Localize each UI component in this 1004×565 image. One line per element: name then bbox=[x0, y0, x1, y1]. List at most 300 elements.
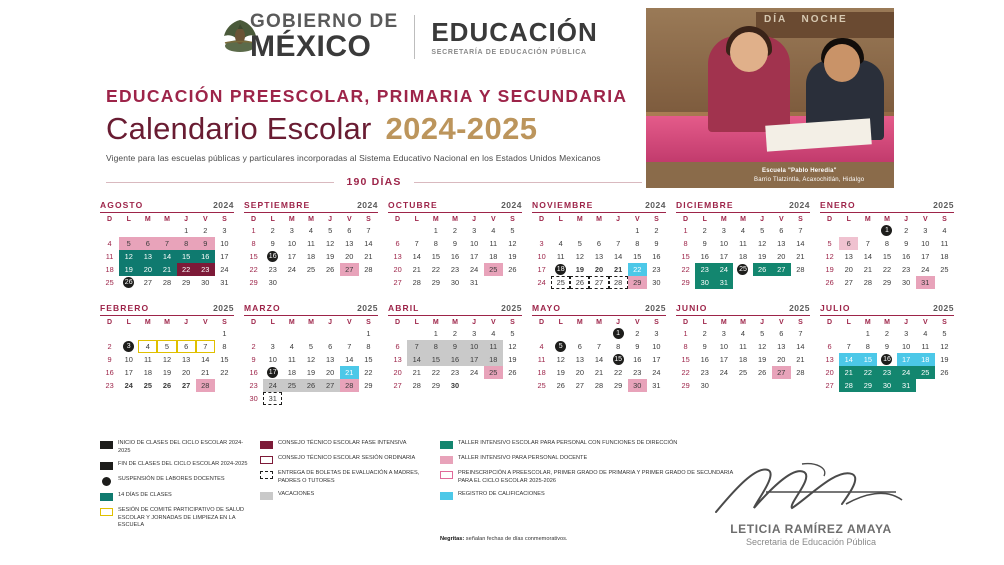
day-cell[interactable]: 28 bbox=[609, 276, 628, 289]
day-cell[interactable]: 11 bbox=[489, 239, 498, 248]
day-cell[interactable]: 24 bbox=[921, 265, 930, 274]
day-cell[interactable]: 7 bbox=[846, 342, 851, 351]
day-cell[interactable]: 18 bbox=[738, 252, 748, 261]
day-cell[interactable]: 31 bbox=[470, 278, 479, 287]
day-cell[interactable]: 13 bbox=[777, 239, 786, 248]
day-cell[interactable]: 13 bbox=[326, 355, 335, 364]
day-cell[interactable]: 22 bbox=[364, 368, 373, 377]
day-cell[interactable]: 8 bbox=[865, 342, 870, 351]
day-cell[interactable]: 8 bbox=[616, 342, 621, 351]
day-cell[interactable]: 5 bbox=[157, 340, 176, 353]
day-cell[interactable]: 25 bbox=[282, 379, 301, 392]
day-cell[interactable]: 26 bbox=[326, 265, 335, 274]
day-cell[interactable]: 27 bbox=[321, 379, 340, 392]
day-cell[interactable]: 21 bbox=[594, 368, 604, 377]
day-cell[interactable]: 3 bbox=[472, 226, 477, 235]
day-cell[interactable]: 2 bbox=[270, 226, 275, 235]
day-cell[interactable]: 21 bbox=[796, 252, 805, 261]
day-cell[interactable]: 30 bbox=[450, 381, 460, 390]
day-cell[interactable]: 26 bbox=[940, 368, 949, 377]
day-cell[interactable]: 1 bbox=[366, 329, 371, 338]
day-cell[interactable]: 9 bbox=[196, 237, 215, 250]
day-cell[interactable]: 7 bbox=[798, 329, 803, 338]
day-cell[interactable]: 25 bbox=[143, 381, 152, 390]
day-cell[interactable]: 15 bbox=[633, 252, 642, 261]
day-cell[interactable]: 28 bbox=[412, 381, 421, 390]
day-cell[interactable]: 18 bbox=[484, 353, 503, 366]
day-cell[interactable]: 15 bbox=[681, 355, 690, 364]
day-cell[interactable]: 22 bbox=[177, 263, 196, 276]
day-cell[interactable]: 8 bbox=[251, 239, 256, 248]
day-cell[interactable]: 13 bbox=[345, 239, 354, 248]
day-cell[interactable]: 23 bbox=[268, 265, 277, 274]
day-cell[interactable]: 10 bbox=[268, 355, 277, 364]
day-cell[interactable]: 8 bbox=[683, 342, 688, 351]
day-cell[interactable]: 15 bbox=[858, 353, 877, 366]
day-cell[interactable]: 2 bbox=[904, 226, 909, 235]
day-cell[interactable]: 1 bbox=[865, 329, 870, 338]
day-cell[interactable]: 3 bbox=[721, 226, 726, 235]
day-cell[interactable]: 14 bbox=[796, 342, 805, 351]
day-cell[interactable]: 17 bbox=[220, 252, 229, 261]
day-cell[interactable]: 7 bbox=[596, 342, 602, 351]
day-cell[interactable]: 27 bbox=[772, 263, 791, 276]
day-cell[interactable]: 30 bbox=[652, 278, 661, 287]
day-cell[interactable]: 27 bbox=[143, 278, 152, 287]
day-cell[interactable]: 24 bbox=[897, 366, 916, 379]
day-cell[interactable]: 19 bbox=[119, 263, 138, 276]
day-cell[interactable]: 20 bbox=[844, 265, 853, 274]
day-cell[interactable]: 23 bbox=[700, 368, 709, 377]
day-cell[interactable]: 19 bbox=[758, 252, 767, 261]
day-cell[interactable]: 11 bbox=[484, 340, 503, 353]
day-cell[interactable]: 23 bbox=[633, 368, 642, 377]
day-cell[interactable]: 17 bbox=[287, 252, 296, 261]
day-cell[interactable]: 13 bbox=[844, 252, 853, 261]
day-cell[interactable]: 25 bbox=[916, 366, 935, 379]
day-cell[interactable]: 18 bbox=[105, 265, 114, 274]
day-cell[interactable]: 7 bbox=[366, 226, 371, 235]
day-cell[interactable]: 26 bbox=[556, 381, 565, 390]
day-cell[interactable]: 26 bbox=[508, 368, 517, 377]
day-cell[interactable]: 17 bbox=[719, 252, 728, 261]
day-cell[interactable]: 31 bbox=[652, 381, 661, 390]
day-cell[interactable]: 17 bbox=[465, 353, 484, 366]
day-cell[interactable]: 21 bbox=[412, 265, 421, 274]
day-cell[interactable]: 31 bbox=[263, 392, 282, 405]
day-cell[interactable]: 10 bbox=[652, 342, 661, 351]
day-cell[interactable]: 21 bbox=[614, 265, 623, 274]
day-cell[interactable]: 23 bbox=[249, 381, 258, 390]
day-cell[interactable]: 21 bbox=[839, 366, 858, 379]
day-cell[interactable]: 19 bbox=[306, 368, 316, 377]
day-cell[interactable]: 3 bbox=[289, 226, 294, 235]
day-cell[interactable]: 4 bbox=[491, 226, 496, 235]
day-cell[interactable]: 9 bbox=[452, 239, 458, 248]
day-cell[interactable]: 29 bbox=[431, 381, 440, 390]
day-cell[interactable]: 25 bbox=[940, 265, 949, 274]
day-cell[interactable]: 28 bbox=[162, 278, 172, 287]
day-cell[interactable]: 7 bbox=[157, 237, 176, 250]
day-cell[interactable]: 24 bbox=[287, 265, 296, 274]
day-cell[interactable]: 3 bbox=[923, 226, 928, 235]
day-cell[interactable]: 26 bbox=[570, 276, 589, 289]
day-cell[interactable]: 11 bbox=[307, 239, 315, 248]
day-cell[interactable]: 8 bbox=[366, 342, 371, 351]
day-cell[interactable]: 11 bbox=[144, 355, 152, 364]
day-cell[interactable]: 19 bbox=[940, 355, 949, 364]
day-cell[interactable]: 27 bbox=[393, 381, 402, 390]
day-cell[interactable]: 4 bbox=[289, 342, 294, 351]
day-cell[interactable]: 3 bbox=[904, 329, 909, 338]
day-cell[interactable]: 29 bbox=[628, 276, 647, 289]
day-cell[interactable]: 9 bbox=[702, 239, 707, 248]
day-cell[interactable]: 26 bbox=[508, 265, 517, 274]
day-cell[interactable]: 20 bbox=[825, 368, 834, 377]
day-cell[interactable]: 14 bbox=[594, 355, 604, 364]
day-cell[interactable]: 20 bbox=[777, 355, 786, 364]
day-cell[interactable]: 2 bbox=[635, 329, 640, 338]
day-cell[interactable]: 4 bbox=[107, 239, 112, 248]
day-cell[interactable]: 30 bbox=[201, 278, 210, 287]
day-cell[interactable]: 12 bbox=[825, 252, 834, 261]
day-cell[interactable]: 11 bbox=[921, 342, 930, 351]
day-cell[interactable]: 17 bbox=[537, 265, 546, 274]
day-cell[interactable]: 13 bbox=[575, 355, 584, 364]
day-cell[interactable]: 11 bbox=[556, 252, 565, 261]
day-cell[interactable]: 1 bbox=[222, 329, 227, 338]
day-cell[interactable]: 27 bbox=[589, 276, 608, 289]
day-cell[interactable]: 24 bbox=[652, 368, 661, 377]
day-cell[interactable]: 24 bbox=[537, 278, 546, 287]
day-cell[interactable]: 13 bbox=[138, 250, 157, 263]
day-cell[interactable]: 12 bbox=[575, 252, 584, 261]
day-cell[interactable]: 18 bbox=[738, 355, 748, 364]
day-cell[interactable]: 9 bbox=[904, 239, 909, 248]
day-cell[interactable]: 8 bbox=[433, 239, 438, 248]
day-cell[interactable]: 24 bbox=[124, 381, 133, 390]
day-cell[interactable]: 22 bbox=[628, 263, 647, 276]
day-cell[interactable]: 6 bbox=[577, 342, 582, 351]
day-cell[interactable]: 28 bbox=[594, 381, 604, 390]
day-cell[interactable]: 8 bbox=[426, 340, 445, 353]
day-cell[interactable]: 11 bbox=[739, 239, 747, 248]
day-cell[interactable]: 28 bbox=[839, 379, 858, 392]
day-cell[interactable]: 24 bbox=[220, 265, 229, 274]
day-cell[interactable]: 17 bbox=[921, 252, 930, 261]
day-cell[interactable]: 25 bbox=[537, 381, 546, 390]
day-cell[interactable]: 10 bbox=[287, 239, 296, 248]
day-cell[interactable]: 18 bbox=[940, 252, 949, 261]
day-cell[interactable]: 30 bbox=[700, 381, 709, 390]
day-cell[interactable]: 4 bbox=[138, 340, 157, 353]
day-cell[interactable]: 12 bbox=[508, 342, 517, 351]
day-cell[interactable]: 10 bbox=[921, 239, 930, 248]
day-cell[interactable]: 30 bbox=[249, 394, 258, 403]
day-cell[interactable]: 17 bbox=[652, 355, 661, 364]
day-cell[interactable]: 17 bbox=[719, 355, 728, 364]
day-cell[interactable]: 31 bbox=[220, 278, 229, 287]
day-cell[interactable]: 14 bbox=[839, 353, 858, 366]
day-cell[interactable]: 24 bbox=[714, 263, 733, 276]
day-cell[interactable]: 6 bbox=[347, 226, 352, 235]
day-cell[interactable]: 4 bbox=[539, 342, 544, 351]
day-cell[interactable]: 30 bbox=[268, 278, 277, 287]
day-cell[interactable]: 3 bbox=[270, 342, 275, 351]
day-cell[interactable]: 23 bbox=[450, 368, 460, 377]
day-cell[interactable]: 3 bbox=[721, 329, 726, 338]
day-cell[interactable]: 22 bbox=[882, 265, 892, 274]
day-cell[interactable]: 16 bbox=[105, 368, 114, 377]
day-cell[interactable]: 9 bbox=[702, 342, 707, 351]
day-cell[interactable]: 31 bbox=[916, 276, 935, 289]
day-cell[interactable]: 26 bbox=[758, 368, 767, 377]
day-cell[interactable]: 27 bbox=[772, 366, 791, 379]
day-cell[interactable]: 9 bbox=[884, 342, 890, 351]
day-cell[interactable]: 7 bbox=[407, 340, 426, 353]
day-cell[interactable]: 4 bbox=[558, 239, 563, 248]
day-cell[interactable]: 29 bbox=[364, 381, 373, 390]
day-cell[interactable] bbox=[119, 276, 138, 289]
day-cell[interactable]: 1 bbox=[433, 329, 438, 338]
day-cell[interactable]: 16 bbox=[652, 252, 661, 261]
day-cell[interactable]: 6 bbox=[177, 340, 196, 353]
day-cell[interactable]: 29 bbox=[858, 379, 877, 392]
day-cell[interactable]: 7 bbox=[196, 340, 215, 353]
day-cell[interactable]: 30 bbox=[695, 276, 714, 289]
day-cell[interactable]: 23 bbox=[196, 263, 215, 276]
day-cell[interactable]: 4 bbox=[740, 329, 746, 338]
day-cell[interactable]: 27 bbox=[182, 381, 191, 390]
day-cell[interactable] bbox=[119, 340, 138, 353]
day-cell[interactable]: 5 bbox=[942, 329, 947, 338]
day-cell[interactable]: 25 bbox=[306, 265, 316, 274]
day-cell[interactable]: 15 bbox=[220, 355, 229, 364]
day-cell[interactable]: 18 bbox=[489, 252, 498, 261]
day-cell[interactable]: 15 bbox=[431, 252, 440, 261]
day-cell[interactable]: 15 bbox=[426, 353, 445, 366]
day-cell[interactable]: 23 bbox=[877, 366, 896, 379]
day-cell[interactable]: 6 bbox=[596, 239, 602, 248]
day-cell[interactable]: 1 bbox=[251, 226, 256, 235]
day-cell[interactable]: 22 bbox=[681, 265, 690, 274]
day-cell[interactable]: 26 bbox=[753, 263, 772, 276]
day-cell[interactable]: 29 bbox=[681, 278, 690, 287]
day-cell[interactable]: 20 bbox=[777, 252, 786, 261]
day-cell[interactable]: 28 bbox=[412, 278, 421, 287]
day-cell[interactable]: 20 bbox=[393, 368, 402, 377]
day-cell[interactable]: 12 bbox=[326, 239, 335, 248]
day-cell[interactable]: 18 bbox=[306, 252, 316, 261]
day-cell[interactable]: 9 bbox=[654, 239, 659, 248]
day-cell[interactable] bbox=[263, 366, 282, 379]
day-cell[interactable]: 30 bbox=[450, 278, 460, 287]
day-cell[interactable]: 25 bbox=[484, 263, 503, 276]
day-cell[interactable]: 28 bbox=[796, 368, 805, 377]
day-cell[interactable]: 9 bbox=[107, 355, 112, 364]
day-cell[interactable]: 15 bbox=[681, 252, 690, 261]
day-cell[interactable]: 14 bbox=[157, 250, 176, 263]
day-cell[interactable]: 16 bbox=[700, 355, 709, 364]
day-cell[interactable]: 11 bbox=[739, 342, 747, 351]
day-cell[interactable]: 24 bbox=[263, 379, 282, 392]
day-cell[interactable]: 9 bbox=[270, 239, 275, 248]
day-cell[interactable]: 6 bbox=[779, 226, 784, 235]
day-cell[interactable]: 20 bbox=[138, 263, 157, 276]
day-cell[interactable]: 7 bbox=[865, 239, 870, 248]
day-cell[interactable]: 11 bbox=[537, 355, 546, 364]
day-cell[interactable]: 16 bbox=[445, 353, 464, 366]
day-cell[interactable]: 30 bbox=[877, 379, 896, 392]
day-cell[interactable]: 10 bbox=[719, 342, 728, 351]
day-cell[interactable]: 8 bbox=[884, 239, 890, 248]
day-cell[interactable]: 22 bbox=[220, 368, 229, 377]
day-cell[interactable]: 6 bbox=[328, 342, 333, 351]
day-cell[interactable]: 19 bbox=[326, 252, 335, 261]
day-cell[interactable]: 14 bbox=[412, 252, 421, 261]
day-cell[interactable]: 6 bbox=[395, 342, 400, 351]
day-cell[interactable]: 1 bbox=[683, 226, 688, 235]
day-cell[interactable]: 14 bbox=[345, 355, 354, 364]
day-cell[interactable]: 12 bbox=[758, 342, 767, 351]
day-cell[interactable]: 6 bbox=[839, 237, 858, 250]
day-cell[interactable]: 31 bbox=[714, 276, 733, 289]
day-cell[interactable]: 29 bbox=[614, 381, 623, 390]
day-cell[interactable]: 7 bbox=[798, 226, 803, 235]
day-cell[interactable]: 5 bbox=[760, 226, 765, 235]
day-cell[interactable]: 4 bbox=[942, 226, 947, 235]
day-cell[interactable]: 2 bbox=[884, 329, 890, 338]
day-cell[interactable]: 21 bbox=[412, 368, 421, 377]
day-cell[interactable]: 21 bbox=[201, 368, 210, 377]
day-cell[interactable]: 20 bbox=[345, 252, 354, 261]
day-cell[interactable]: 5 bbox=[510, 226, 515, 235]
day-cell[interactable]: 20 bbox=[182, 368, 191, 377]
day-cell[interactable]: 21 bbox=[157, 263, 176, 276]
day-cell[interactable]: 7 bbox=[347, 342, 352, 351]
day-cell[interactable]: 15 bbox=[249, 252, 258, 261]
day-cell[interactable]: 23 bbox=[652, 265, 661, 274]
day-cell[interactable]: 12 bbox=[556, 355, 565, 364]
day-cell[interactable]: 10 bbox=[719, 239, 728, 248]
day-cell[interactable] bbox=[551, 340, 570, 353]
day-cell[interactable]: 8 bbox=[222, 342, 227, 351]
day-cell[interactable]: 1 bbox=[683, 329, 688, 338]
day-cell[interactable]: 15 bbox=[177, 250, 196, 263]
day-cell[interactable]: 27 bbox=[393, 278, 402, 287]
day-cell[interactable]: 5 bbox=[308, 342, 314, 351]
day-cell[interactable]: 25 bbox=[484, 366, 503, 379]
day-cell[interactable]: 1 bbox=[184, 226, 189, 235]
day-cell[interactable]: 13 bbox=[777, 342, 786, 351]
day-cell[interactable]: 27 bbox=[340, 263, 359, 276]
day-cell[interactable]: 2 bbox=[654, 226, 659, 235]
day-cell[interactable]: 10 bbox=[470, 239, 479, 248]
day-cell[interactable]: 2 bbox=[702, 226, 707, 235]
day-cell[interactable]: 28 bbox=[364, 265, 373, 274]
day-cell[interactable]: 22 bbox=[681, 368, 690, 377]
day-cell[interactable] bbox=[609, 327, 628, 340]
day-cell[interactable]: 18 bbox=[287, 368, 296, 377]
day-cell[interactable]: 10 bbox=[220, 239, 229, 248]
day-cell[interactable]: 19 bbox=[162, 368, 172, 377]
day-cell[interactable]: 12 bbox=[306, 355, 316, 364]
day-cell[interactable]: 9 bbox=[445, 340, 464, 353]
day-cell[interactable]: 26 bbox=[162, 381, 172, 390]
day-cell[interactable]: 18 bbox=[537, 368, 546, 377]
day-cell[interactable]: 31 bbox=[897, 379, 916, 392]
day-cell[interactable]: 14 bbox=[407, 353, 426, 366]
day-cell[interactable]: 14 bbox=[614, 252, 623, 261]
day-cell[interactable]: 13 bbox=[393, 355, 402, 364]
day-cell[interactable]: 11 bbox=[288, 355, 296, 364]
day-cell[interactable]: 28 bbox=[863, 278, 872, 287]
day-cell[interactable]: 15 bbox=[882, 252, 892, 261]
day-cell[interactable]: 18 bbox=[916, 353, 935, 366]
day-cell[interactable]: 24 bbox=[470, 368, 479, 377]
day-cell[interactable]: 17 bbox=[124, 368, 133, 377]
day-cell[interactable] bbox=[733, 263, 752, 276]
day-cell[interactable]: 8 bbox=[635, 239, 640, 248]
day-cell[interactable]: 9 bbox=[251, 355, 256, 364]
day-cell[interactable]: 5 bbox=[119, 237, 138, 250]
day-cell[interactable]: 22 bbox=[858, 366, 877, 379]
day-cell[interactable]: 25 bbox=[105, 278, 114, 287]
day-cell[interactable]: 19 bbox=[556, 368, 565, 377]
day-cell[interactable]: 29 bbox=[249, 278, 258, 287]
day-cell[interactable]: 20 bbox=[393, 265, 402, 274]
day-cell[interactable]: 7 bbox=[414, 239, 419, 248]
day-cell[interactable]: 10 bbox=[465, 340, 484, 353]
day-cell[interactable]: 10 bbox=[902, 342, 911, 351]
day-cell[interactable]: 8 bbox=[683, 239, 688, 248]
day-cell[interactable]: 23 bbox=[450, 265, 460, 274]
day-cell[interactable]: 28 bbox=[340, 379, 359, 392]
day-cell[interactable]: 17 bbox=[470, 252, 479, 261]
day-cell[interactable]: 3 bbox=[654, 329, 659, 338]
day-cell[interactable]: 19 bbox=[508, 252, 517, 261]
day-cell[interactable]: 25 bbox=[738, 368, 748, 377]
day-cell[interactable]: 1 bbox=[433, 226, 438, 235]
day-cell[interactable]: 21 bbox=[863, 265, 872, 274]
day-cell[interactable]: 6 bbox=[138, 237, 157, 250]
day-cell[interactable]: 5 bbox=[510, 329, 515, 338]
day-cell[interactable]: 14 bbox=[364, 239, 373, 248]
day-cell[interactable]: 2 bbox=[702, 329, 707, 338]
day-cell[interactable]: 24 bbox=[470, 265, 479, 274]
day-cell[interactable] bbox=[263, 250, 282, 263]
day-cell[interactable]: 28 bbox=[796, 265, 805, 274]
day-cell[interactable]: 1 bbox=[635, 226, 640, 235]
day-cell[interactable]: 2 bbox=[452, 226, 458, 235]
day-cell[interactable]: 21 bbox=[340, 366, 359, 379]
day-cell[interactable]: 10 bbox=[537, 252, 546, 261]
day-cell[interactable]: 12 bbox=[940, 342, 949, 351]
day-cell[interactable]: 27 bbox=[825, 381, 834, 390]
day-cell[interactable]: 23 bbox=[105, 381, 114, 390]
day-cell[interactable]: 12 bbox=[119, 250, 138, 263]
day-cell[interactable] bbox=[609, 353, 628, 366]
day-cell[interactable]: 9 bbox=[635, 342, 640, 351]
day-cell[interactable]: 30 bbox=[902, 278, 911, 287]
day-cell[interactable]: 21 bbox=[364, 252, 373, 261]
day-cell[interactable]: 14 bbox=[863, 252, 872, 261]
day-cell[interactable]: 20 bbox=[594, 265, 604, 274]
day-cell[interactable]: 2 bbox=[203, 226, 208, 235]
day-cell[interactable]: 30 bbox=[628, 379, 647, 392]
day-cell[interactable]: 19 bbox=[575, 265, 584, 274]
day-cell[interactable]: 22 bbox=[249, 265, 258, 274]
